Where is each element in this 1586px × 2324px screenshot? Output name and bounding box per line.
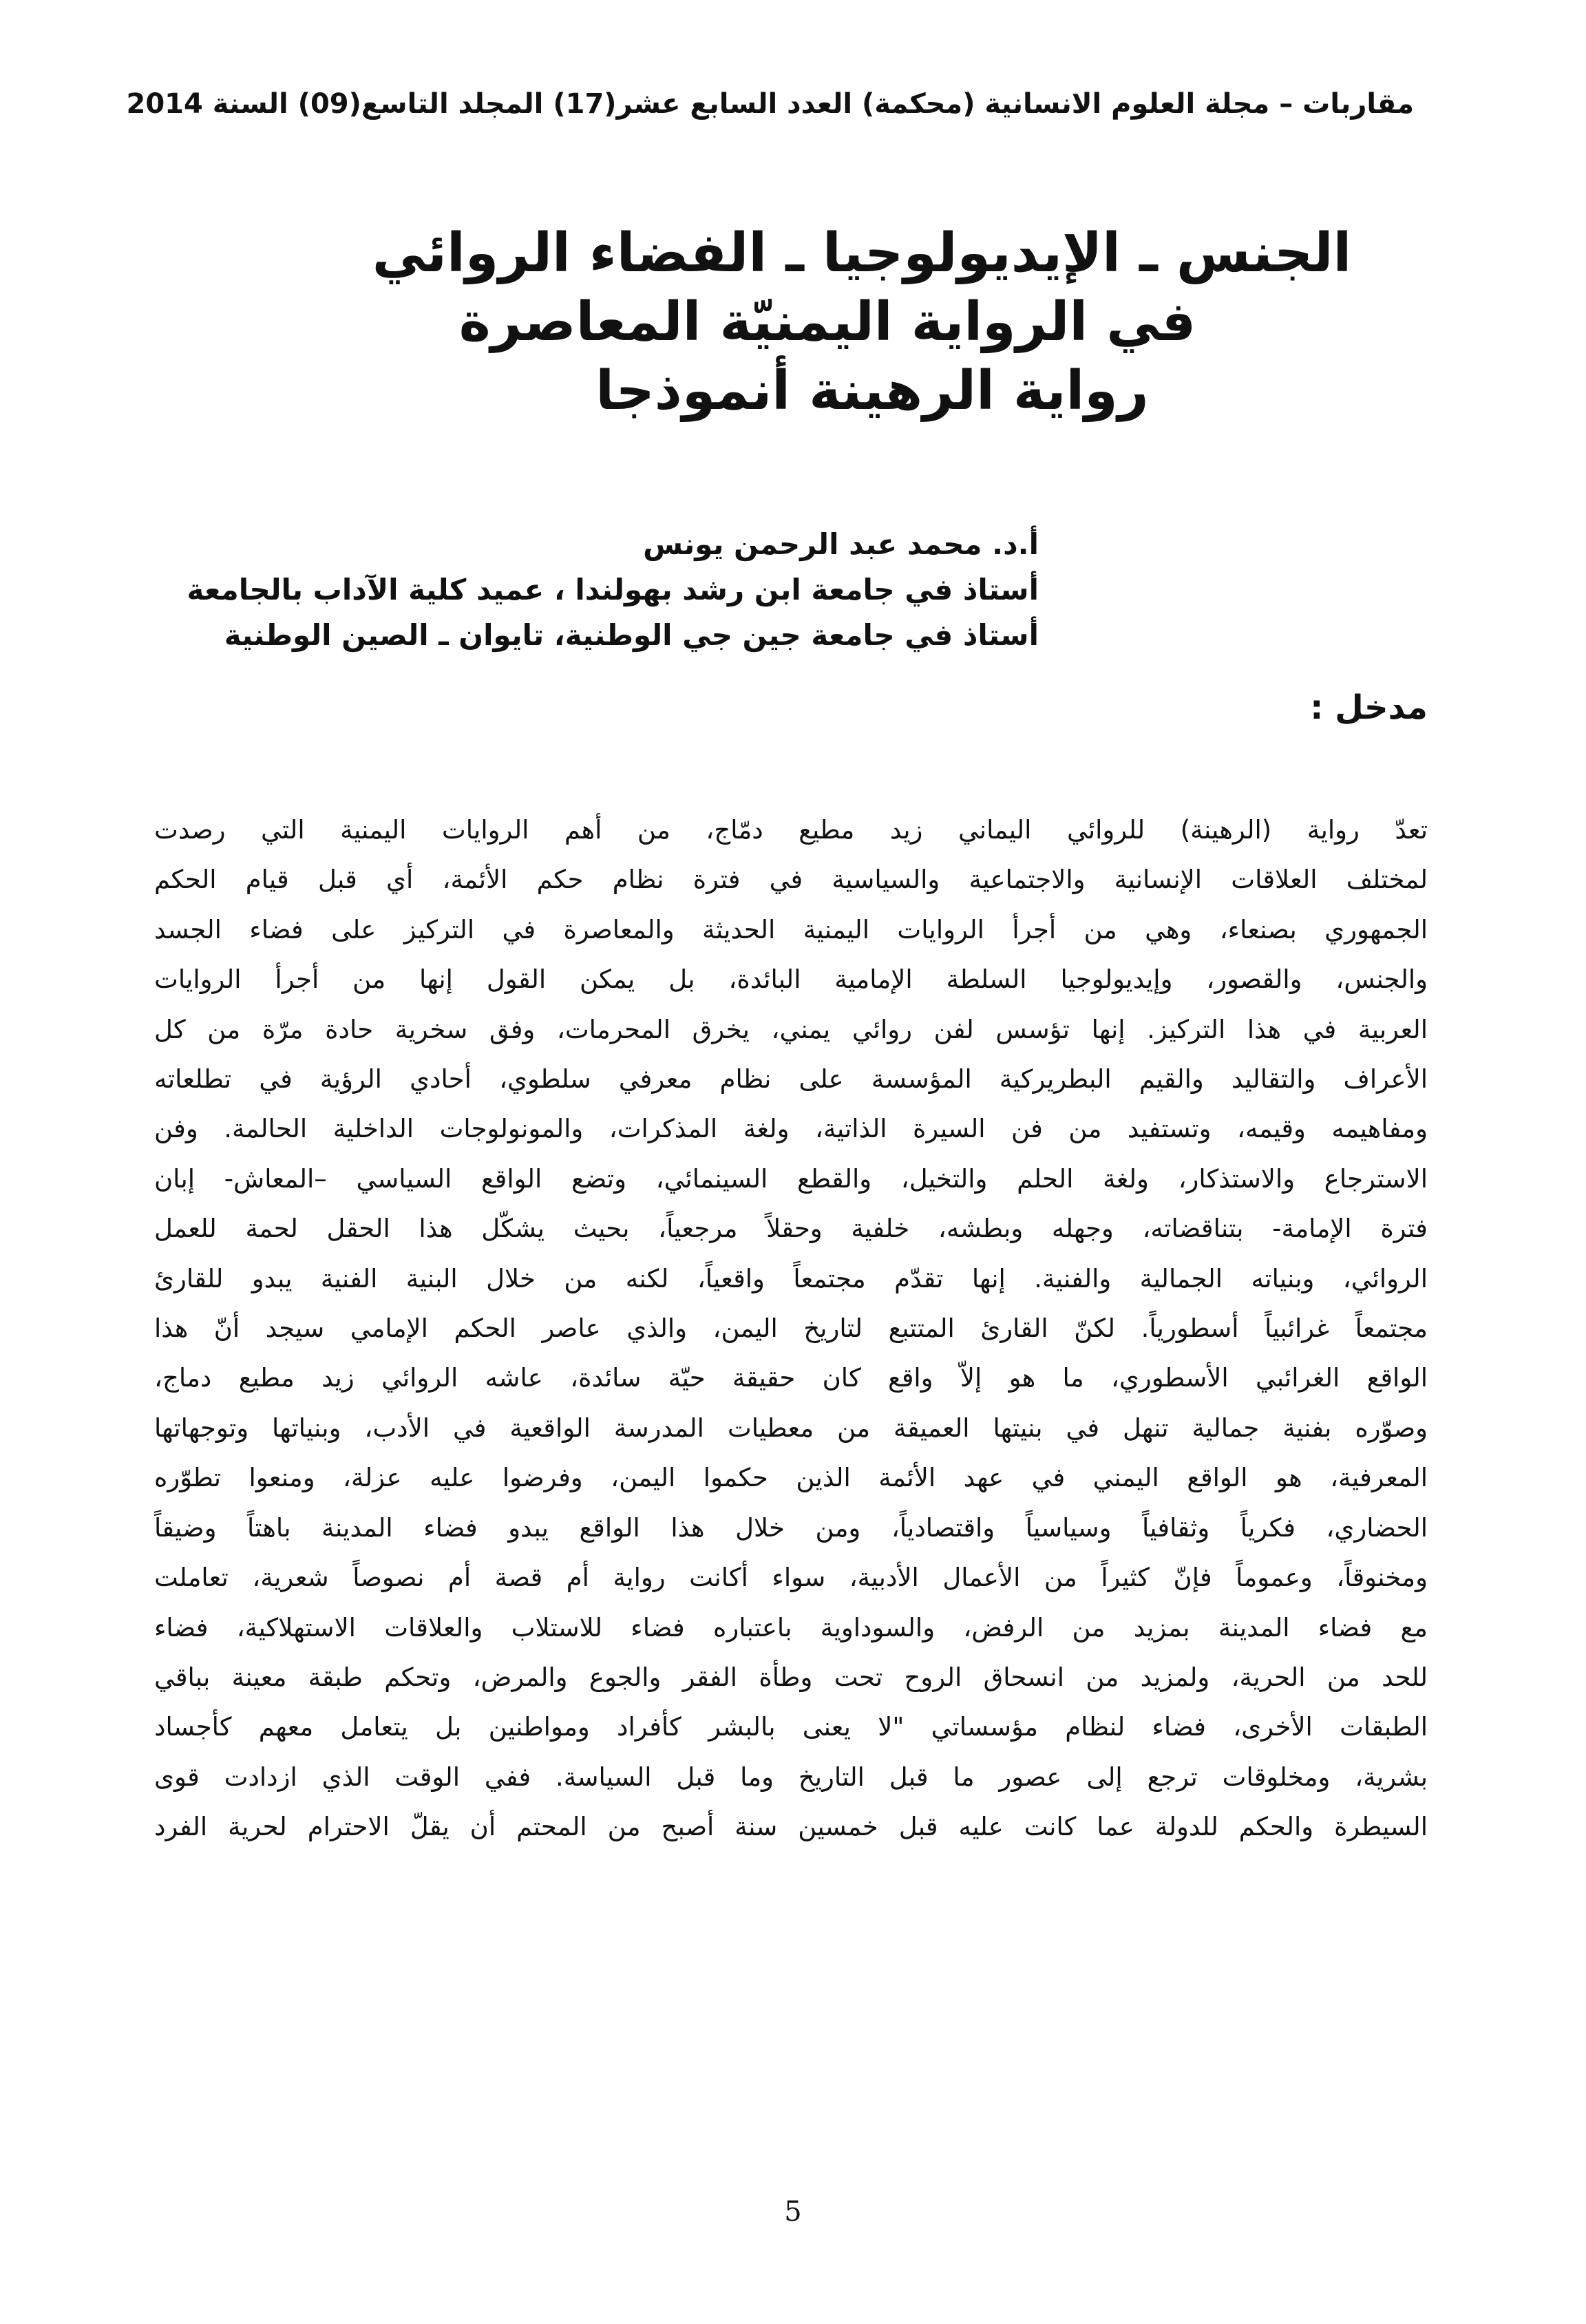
- author-affiliation-2: أستاذ في جامعة جين جي الوطنية، تايوان ـ الصين الوطنية: [224, 618, 1039, 652]
- body-line: ومفاهيمه وقيمه، وتستفيد من فن السيرة الذاتية، ولغة المذكرات، والمونولوجات الداخلية الحالمة. وفن: [154, 1114, 1428, 1144]
- body-line: فترة الإمامة- بتناقضاته، وجهله وبطشه، خلفية وحقلاً مرجعياً، بحيث يشكّل هذا الحقل لحمة للعمل: [154, 1214, 1428, 1244]
- body-line: السيطرة والحكم للدولة عما كانت عليه قبل خمسين سنة أصبح من المحتم أن يقلّ الاحترام لحرية الفرد: [154, 1812, 1428, 1842]
- body-paragraph: [154, 805, 1428, 1852]
- author-block: [144, 522, 1039, 658]
- article-title: [0, 219, 1586, 425]
- body-line: الواقع الغرائبي الأسطوري، ما هو إلاّ واقع كان حقيقة حيّة سائدة، عاشه الروائي زيد مطيع دماج،: [154, 1363, 1428, 1393]
- body-line: الجمهوري بصنعاء، وهي من أجرأ الروايات اليمنية الحديثة والمعاصرة في التركيز على فضاء الجسد: [154, 914, 1428, 944]
- author-affiliation-1: أستاذ في جامعة ابن رشد بهولندا ، عميد كلية الآداب بالجامعة: [187, 573, 1039, 606]
- section-heading: مدخل :: [1310, 688, 1428, 727]
- body-line: لمختلف العلاقات الإنسانية والاجتماعية والسياسية في فترة نظام حكم الأئمة، أي قبل قيام الحكم: [154, 865, 1428, 895]
- page-number: 5: [784, 2196, 802, 2228]
- body-line: مجتمعاً غرائبياً أسطورياً. لكنّ القارئ المتتبع لتاريخ اليمن، والذي عاصر الحكم الإمامي سيجد أنّ هذا: [154, 1313, 1428, 1344]
- title-line-1: الجنس ـ الإيديولوجيا ـ الفضاء الروائي: [372, 222, 1352, 284]
- body-line: الروائي، وبنياته الجمالية والفنية. إنها تقدّم مجتمعاً واقعياً، لكنه من خلال البنية الفنية يبدو للقارئ: [154, 1263, 1428, 1293]
- body-line: الأعراف والتقاليد والقيم البطريركية المؤسسة على نظام معرفي سلطوي، أحادي الرؤية في تطلعاته: [154, 1064, 1428, 1095]
- body-line: والجنس، والقصور، وإيديولوجيا السلطة الإمامية البائدة، بل يمكن القول إنها من أجرأ الروايات: [154, 964, 1428, 995]
- body-line: الاسترجاع والاستذكار، ولغة الحلم والتخيل، والقطع السينمائي، وتضع الواقع السياسي –المعاش- إبان: [154, 1163, 1428, 1194]
- body-line: ومخنوقاً، وعموماً فإنّ كثيراً من الأعمال الأدبية، سواء أكانت رواية أم قصة أم نصوصاً شعرية، تعاملت: [154, 1563, 1428, 1593]
- title-line-3: رواية الرهينة أنموذجا: [595, 360, 1149, 422]
- body-line: مع فضاء المدينة بمزيد من الرفض، والسوداوية باعتباره فضاء للاستلاب والعلاقات الاستهلاكية، فضاء: [154, 1612, 1428, 1642]
- body-line: تعدّ رواية (الرهينة) للروائي اليماني زيد مطيع دمّاج، من أهم الروايات اليمنية التي رصدت: [154, 815, 1428, 845]
- body-line: للحد من الحرية، ولمزيد من انسحاق الروح تحت وطأة الفقر والجوع والمرض، وتحكم طبقة معينة بباقي: [154, 1662, 1428, 1692]
- body-line: بشرية، ومخلوقات ترجع إلى عصور ما قبل التاريخ وما قبل السياسة. ففي الوقت الذي ازدادت قوى: [154, 1762, 1428, 1792]
- body-line: الطبقات الأخرى، فضاء لنظام مؤسساتي "لا يعنى بالبشر كأفراد ومواطنين بل يتعامل معهم كأجساد: [154, 1712, 1428, 1742]
- author-name: أ.د. محمد عبد الرحمن يونس: [643, 527, 1039, 561]
- journal-header: مقاربات – مجلة العلوم الانسانية (محكمة) العدد السابع عشر(17) المجلد التاسع(09) السنة 2014: [126, 88, 1414, 120]
- title-line-2: في الرواية اليمنيّة المعاصرة: [458, 291, 1196, 353]
- body-line: وصوّره بفنية جمالية تنهل في بنيتها العميقة من معطيات المدرسة الواقعية في الأدب، وبنياتها وتوجهاتها: [154, 1413, 1428, 1443]
- body-line: الحضاري، فكرياً وثقافياً وسياسياً واقتصادياً، ومن خلال هذا الواقع يبدو فضاء المدينة باهتاً وضيقاً: [154, 1512, 1428, 1543]
- body-line: المعرفية، هو الواقع اليمني في عهد الأئمة الذين حكموا اليمن، وفرضوا عليه عزلة، ومنعوا تطوّره: [154, 1463, 1428, 1493]
- body-line: العربية في هذا التركيز. إنها تؤسس لفن روائي يمني، يخرق المحرمات، وفق سخرية حادة مرّة من كل: [154, 1014, 1428, 1044]
